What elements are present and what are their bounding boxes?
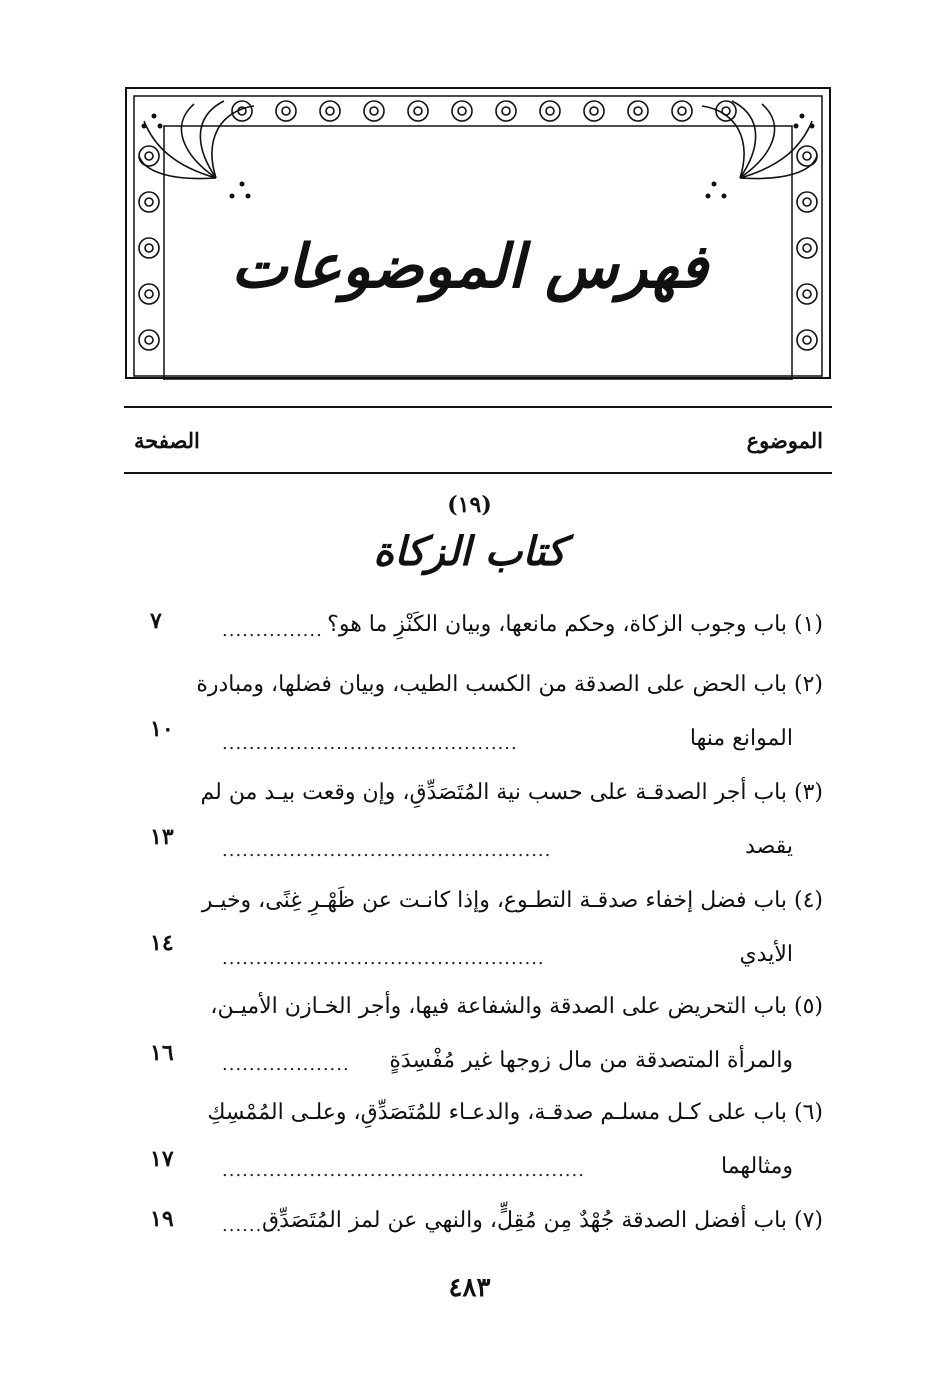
entry-page-number: ١٦ xyxy=(150,1040,174,1066)
entry-title: (٥) باب التحريض على الصدقة والشفاعة فيها، وأجر الخـازن الأميـن، xyxy=(210,994,823,1019)
entry-page-number: ١٧ xyxy=(150,1146,174,1172)
section-number: (١٩) xyxy=(447,492,492,518)
dot-leader: ................... xyxy=(222,1054,350,1075)
entry-title: (٤) باب فضل إخفاء صدقـة التطـوع، وإذا كانـت عن ظَهْـرِ غِنًى، وخيـر xyxy=(201,888,823,913)
entry-title: (٦) باب على كـل مسلـم صدقـة، والدعـاء للمُتَصَدِّقِ، وعلـى المُمْسِكِ xyxy=(207,1100,823,1125)
entry-title-continuation: ومثالهما xyxy=(720,1154,793,1179)
dot-leader: ............... xyxy=(222,620,323,641)
entry-page-number: ١٤ xyxy=(150,930,174,956)
top-rule xyxy=(124,406,832,408)
entry-title-continuation: الأيدي xyxy=(739,942,793,967)
entry-title-continuation: الموانع منها xyxy=(689,726,793,751)
dot-leader: ................................................. xyxy=(222,840,552,861)
entry-title-continuation: يقصد xyxy=(745,834,793,859)
book-title: كتاب الزكاة xyxy=(373,528,566,575)
dot-leader: ............................................ xyxy=(222,733,518,754)
page-title: فهرس الموضوعات xyxy=(231,232,708,302)
dot-leader: ......... xyxy=(222,1215,283,1236)
entry-title: (٢) باب الحض على الصدقة من الكسب الطيب، وبيان فضلها، ومبادرة xyxy=(196,672,823,697)
entry-title-continuation: والمرأة المتصدقة من مال زوجها غير مُفْسِدَةٍ xyxy=(389,1048,793,1073)
entry-title: (١) باب وجوب الزكاة، وحكم مانعها، وبيان الكَنْزِ ما هو؟ xyxy=(327,612,823,637)
page-folio-number: ٤٨٣ xyxy=(448,1273,491,1303)
column-header-page: الصفحة xyxy=(134,428,200,453)
entry-page-number: ٧ xyxy=(150,608,162,634)
entry-page-number: ١٣ xyxy=(150,824,174,850)
entry-page-number: ١٩ xyxy=(150,1206,174,1232)
dot-leader: ...................................................... xyxy=(222,1160,585,1181)
entry-page-number: ١٠ xyxy=(150,716,174,742)
entry-title: (٧) باب أفضل الصدقة جُهْدٌ مِن مُقِلٍّ، والنهي عن لمز المُتَصَدِّق xyxy=(262,1208,823,1233)
column-header-topic: الموضوع xyxy=(746,428,823,453)
entry-title: (٣) باب أجر الصدقـة على حسب نية المُتَصَدِّقِ، وإن وقعت بيـد من لم xyxy=(200,780,823,805)
dot-leader: ................................................ xyxy=(222,948,545,969)
header-rule xyxy=(124,472,832,474)
